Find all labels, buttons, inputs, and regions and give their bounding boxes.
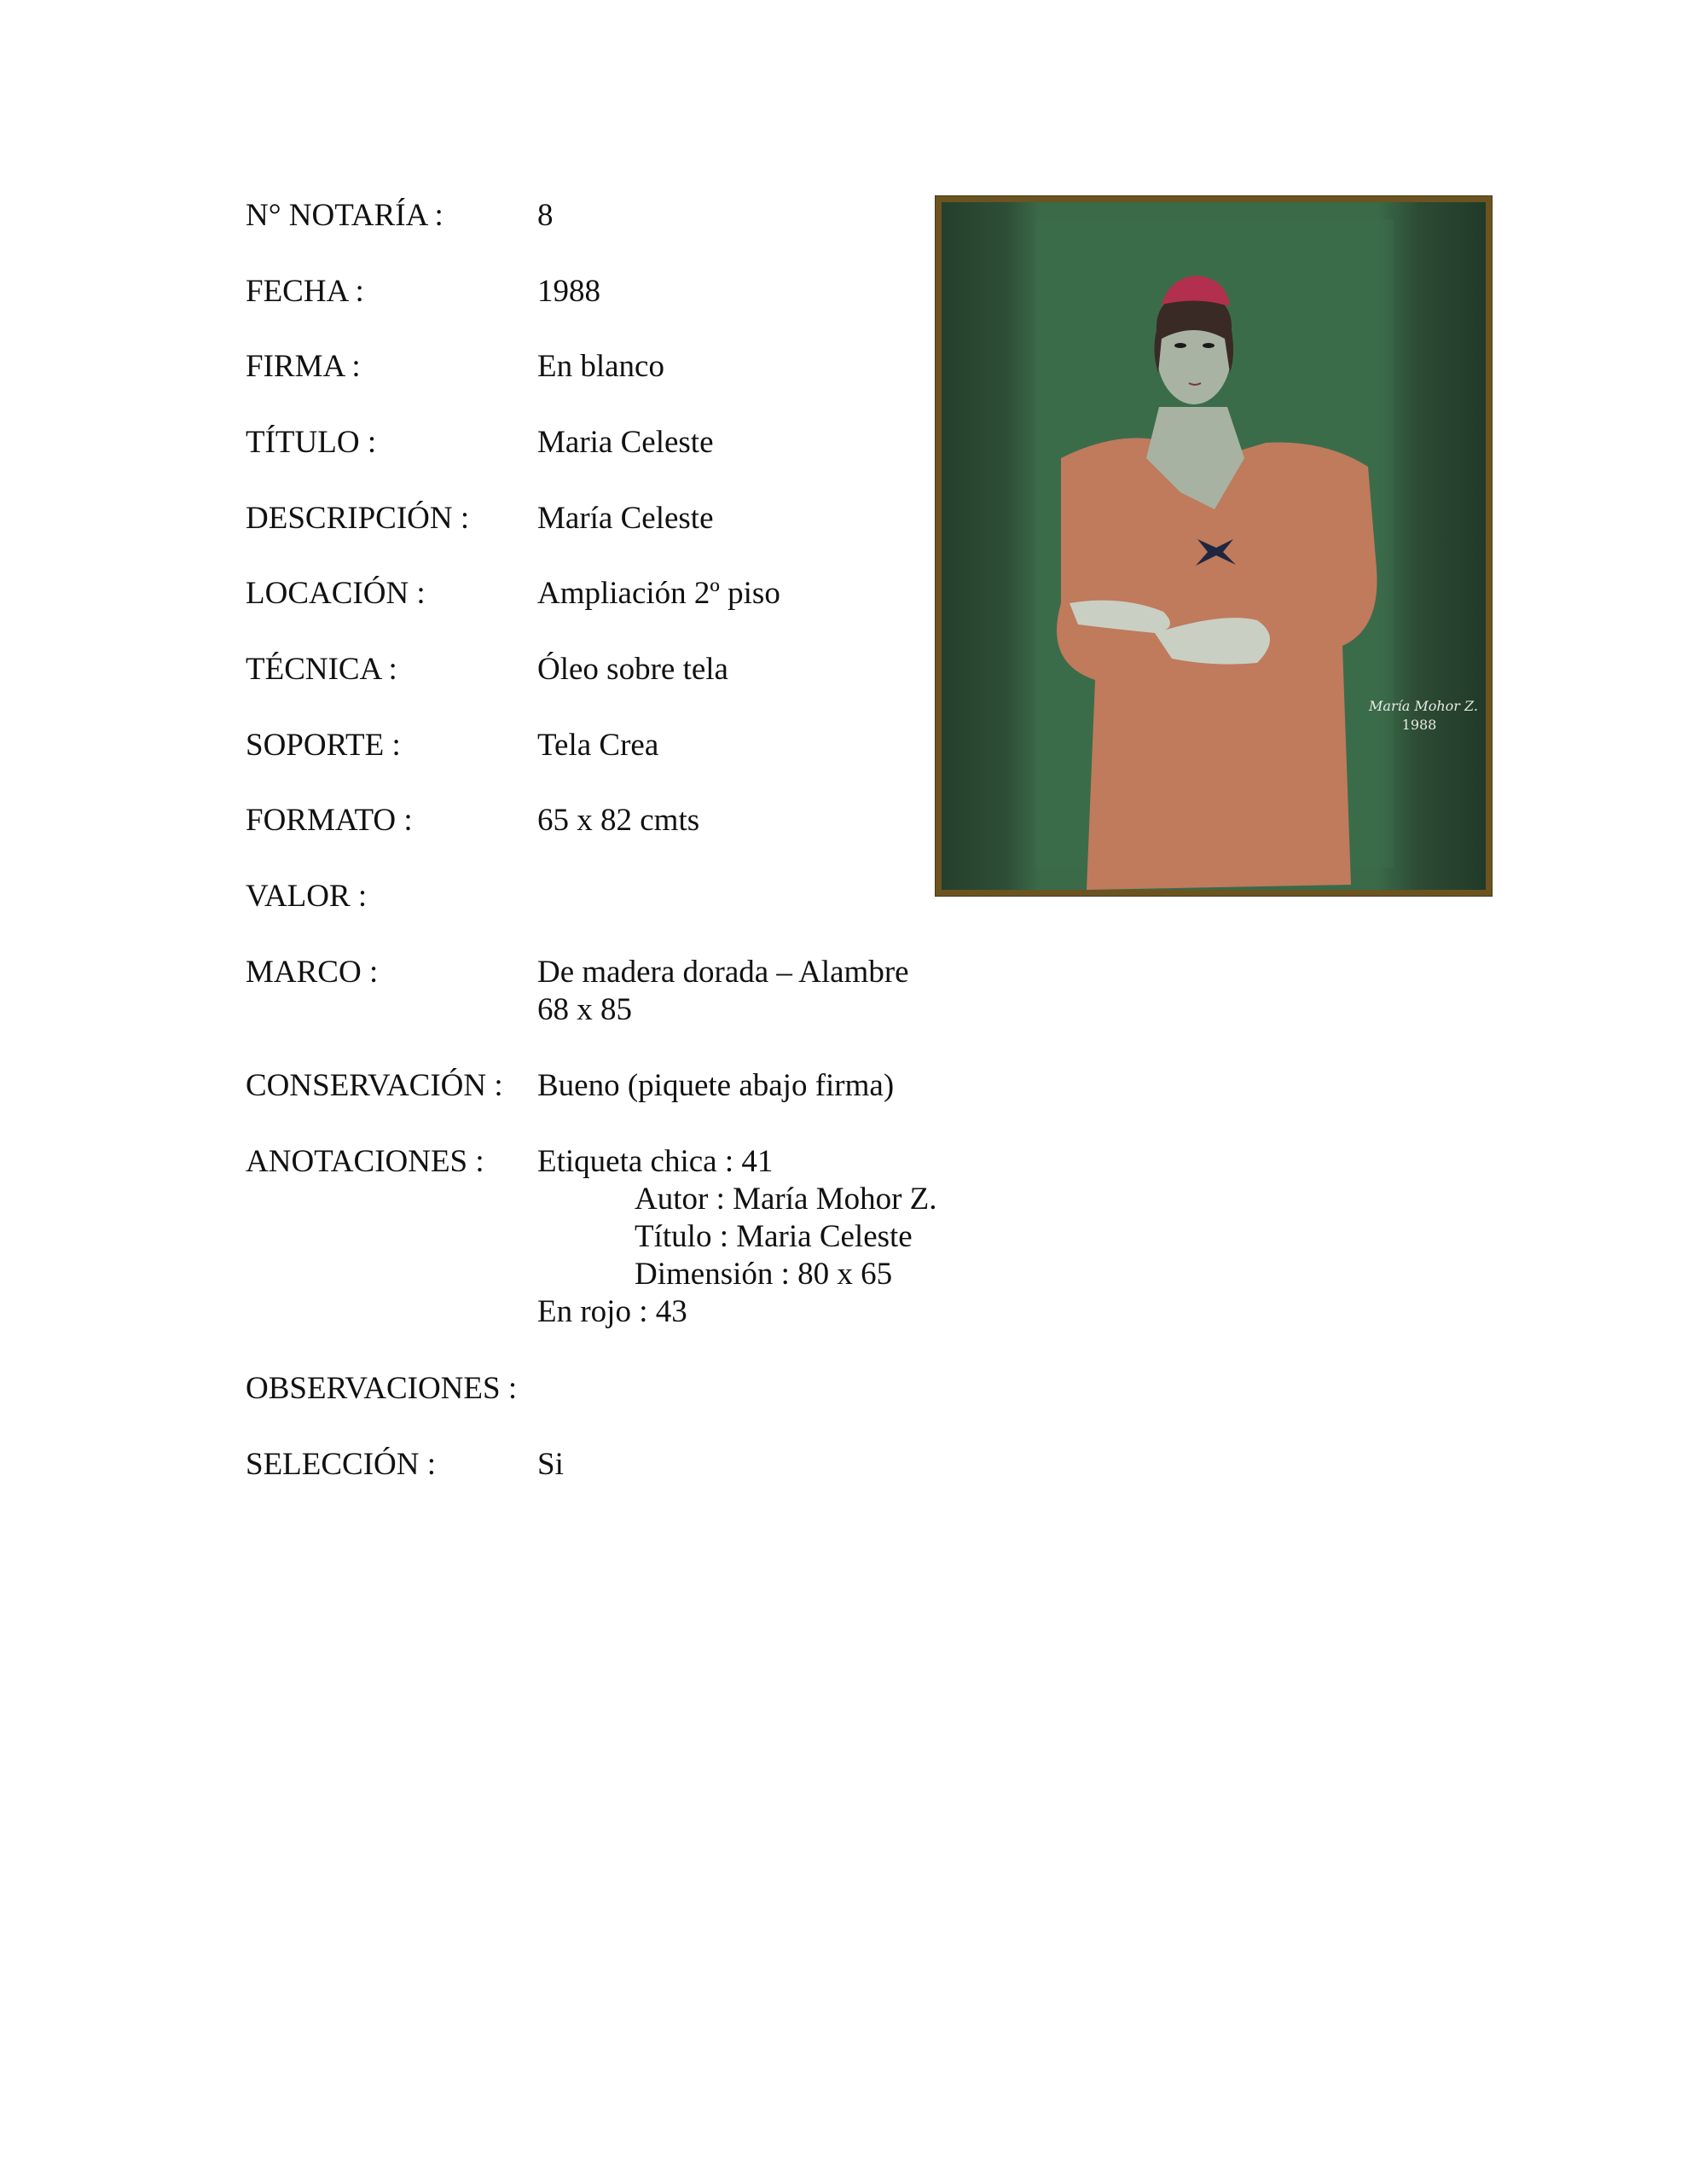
label-anotaciones: ANOTACIONES : <box>246 1144 484 1179</box>
value-descripcion: María Celeste <box>537 501 714 536</box>
value-conservacion: Bueno (piquete abajo firma) <box>537 1068 895 1103</box>
label-formato: FORMATO : <box>246 803 413 838</box>
value-seleccion: Si <box>537 1447 564 1482</box>
label-observaciones: OBSERVACIONES : <box>246 1371 518 1406</box>
label-titulo: TÍTULO : <box>246 425 377 460</box>
value-anotaciones <box>537 1143 937 1331</box>
value-locacion: Ampliación 2º piso <box>537 576 780 611</box>
label-conservacion: CONSERVACIÓN : <box>246 1068 503 1103</box>
value-marco <box>537 954 909 1029</box>
label-descripcion: DESCRIPCIÓN : <box>246 501 470 536</box>
label-valor: VALOR : <box>246 879 368 914</box>
value-fecha: 1988 <box>537 274 600 309</box>
anotacion-titulo: Título : Maria Celeste <box>635 1219 913 1254</box>
value-firma: En blanco <box>537 349 664 384</box>
value-tecnica: Óleo sobre tela <box>537 652 728 687</box>
value-soporte: Tela Crea <box>537 728 659 763</box>
anotacion-etiqueta: Etiqueta chica : 41 <box>537 1144 774 1179</box>
painting-signature: María Mohor Z. <box>1369 698 1478 714</box>
painting-image <box>936 196 1492 896</box>
painting-portrait <box>942 202 1486 890</box>
anotacion-autor: Autor : María Mohor Z. <box>635 1182 937 1217</box>
label-seleccion: SELECCIÓN : <box>246 1447 437 1482</box>
value-notaria: 8 <box>537 198 554 233</box>
label-notaria: N° NOTARÍA : <box>246 198 443 233</box>
value-formato: 65 x 82 cmts <box>537 803 700 838</box>
value-marco-line-1: De madera dorada – Alambre <box>537 955 909 990</box>
painting-signature-year: 1988 <box>1401 717 1437 733</box>
value-titulo: Maria Celeste <box>537 425 714 460</box>
anotacion-dimension: Dimensión : 80 x 65 <box>635 1257 893 1292</box>
label-tecnica: TÉCNICA : <box>246 652 397 687</box>
label-marco: MARCO : <box>246 955 379 990</box>
label-soporte: SOPORTE : <box>246 728 401 763</box>
label-firma: FIRMA : <box>246 349 361 384</box>
label-fecha: FECHA : <box>246 274 364 309</box>
value-marco-line-2: 68 x 85 <box>537 992 632 1027</box>
anotacion-en-rojo: En rojo : 43 <box>537 1294 687 1329</box>
label-locacion: LOCACIÓN : <box>246 576 426 611</box>
